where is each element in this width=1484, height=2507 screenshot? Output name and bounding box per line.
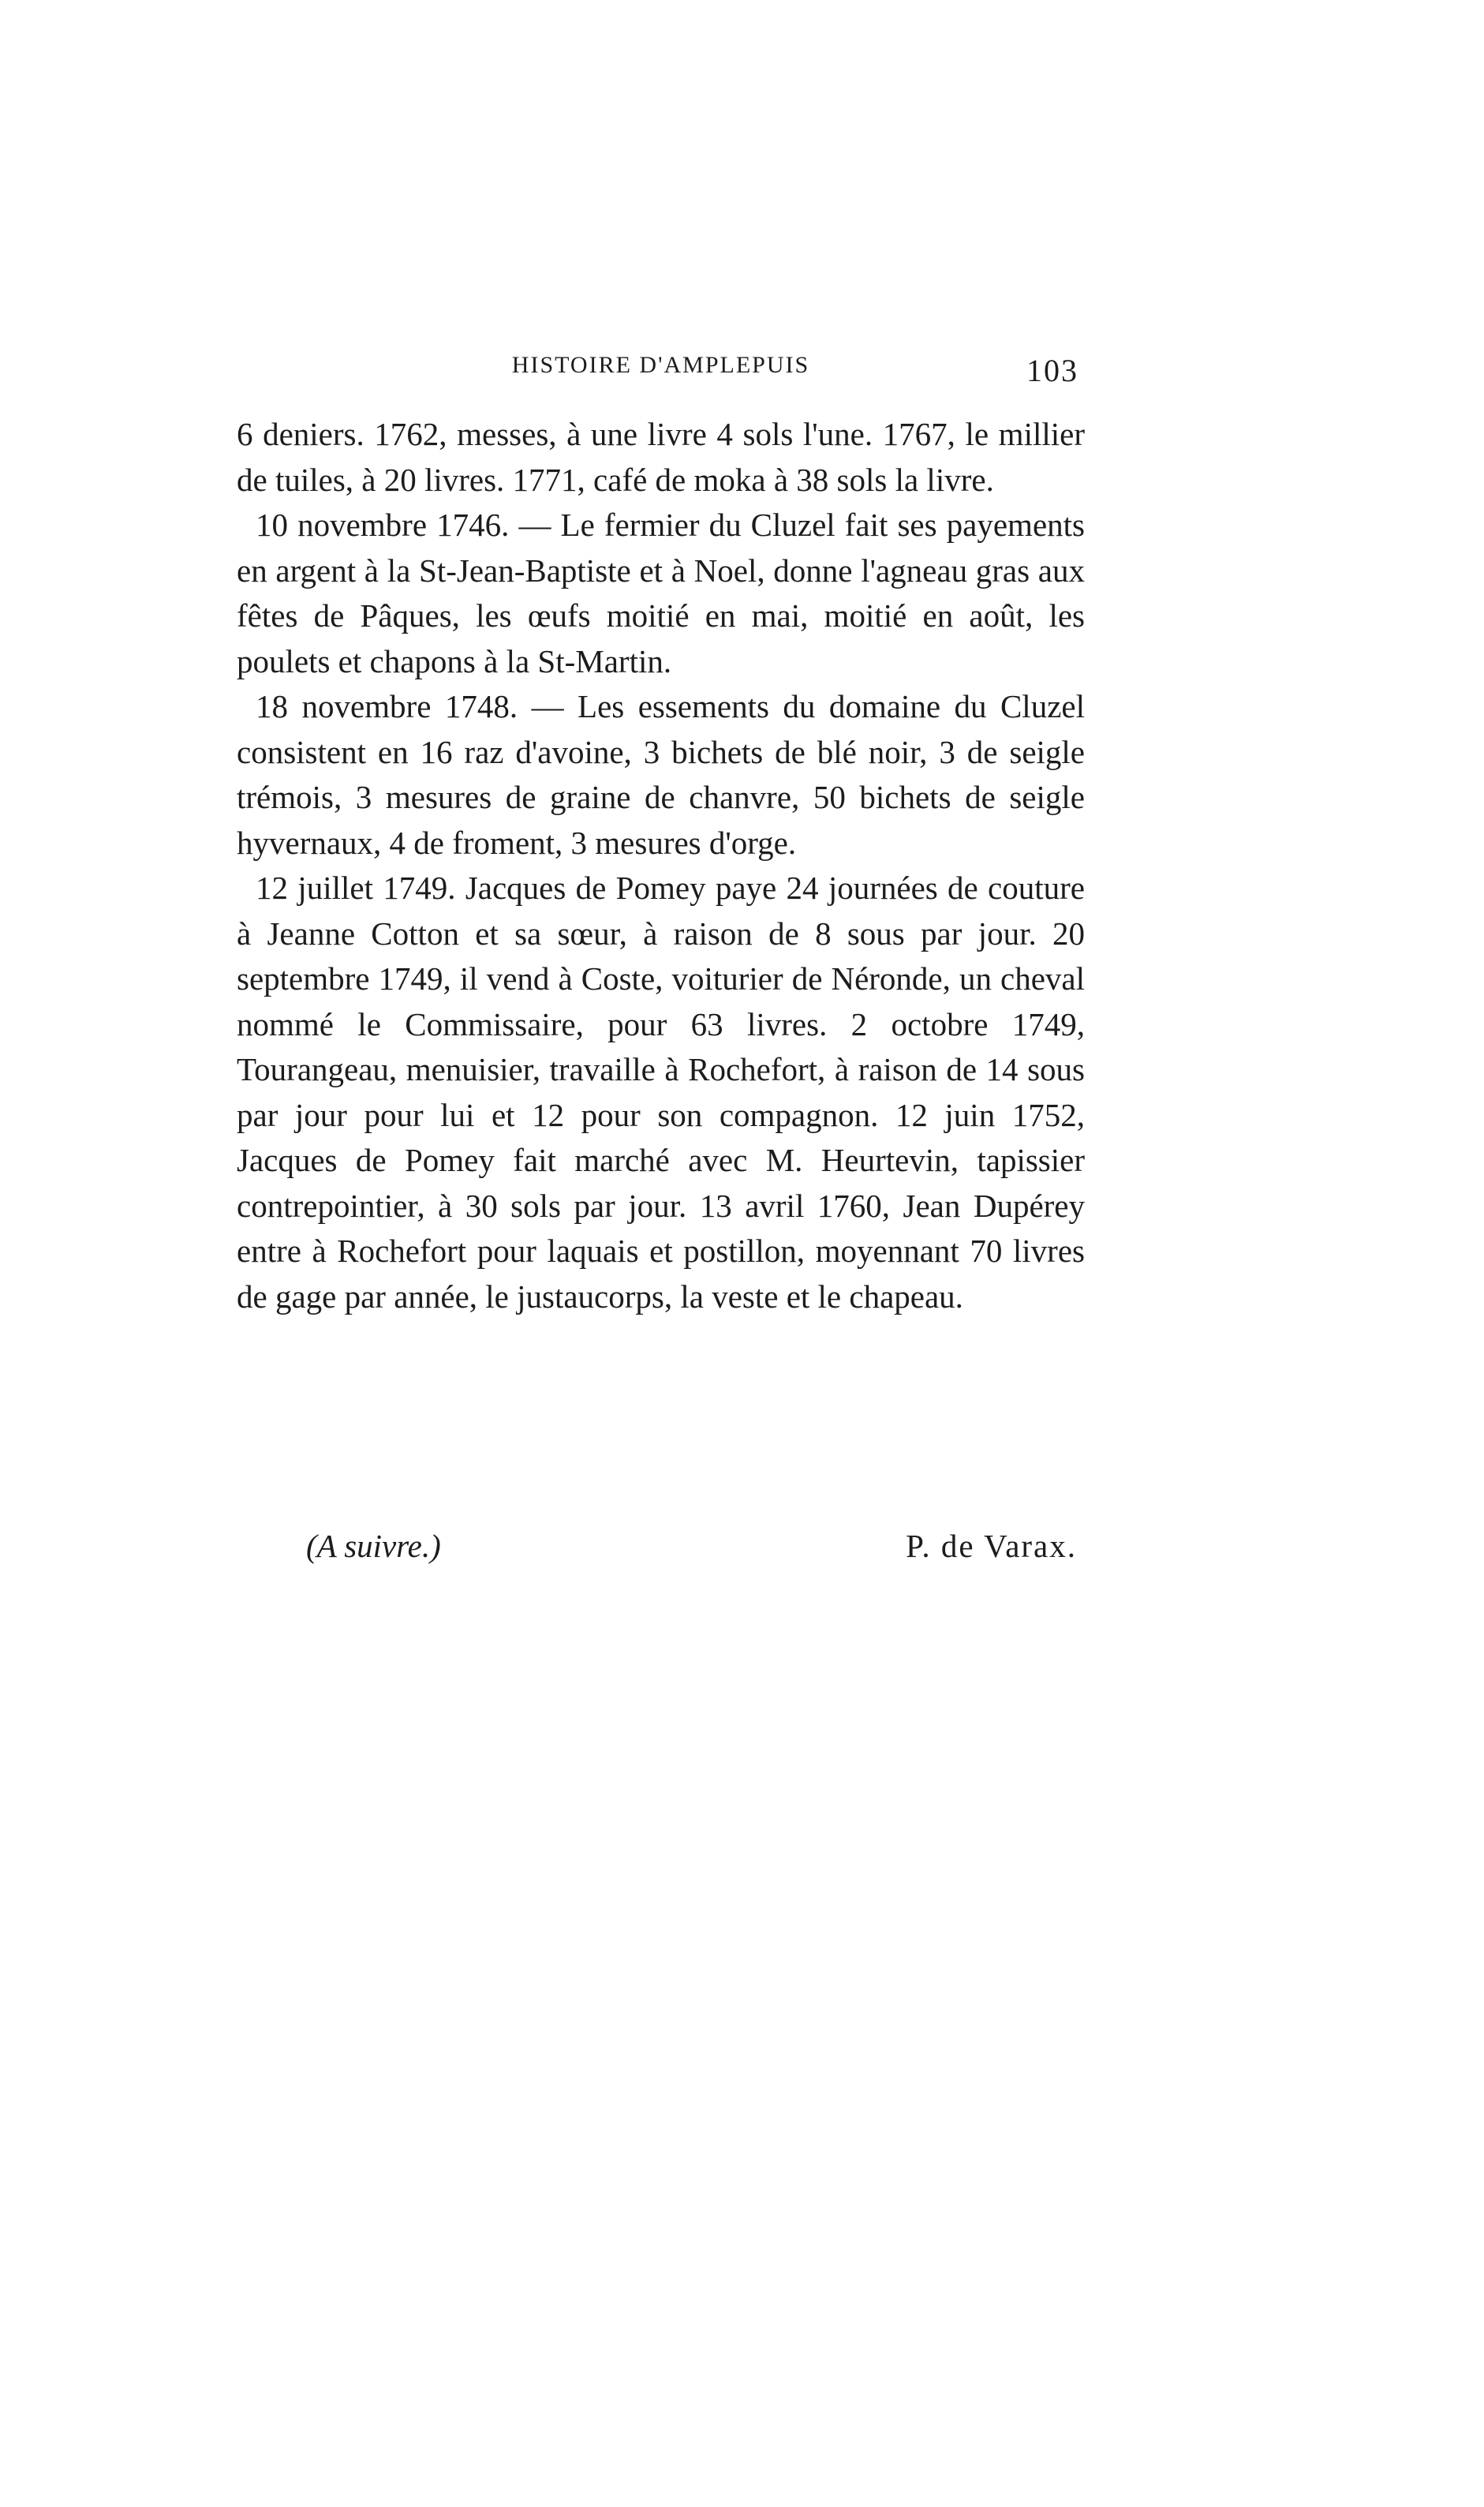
body-text	[237, 412, 1085, 1319]
paragraph-1746: 10 novembre 1746. — Le fermier du Cluzel fait ses payements en argent à la St-Jean-Baptiste et à Noel, donne l'agneau gras aux fêtes de Pâques, les œufs moitié en mai, moitié en août, les poulets et chapons à la St-Martin.	[237, 507, 1085, 679]
page-number: 103	[1026, 353, 1078, 388]
running-title: HISTOIRE D'AMPLEPUIS	[511, 352, 810, 378]
to-be-continued: (A suivre.)	[306, 1528, 441, 1564]
author-signature: P. de Varax.	[906, 1528, 1077, 1564]
paragraph-1749: 12 juillet 1749. Jacques de Pomey paye 24 journées de couture à Jeanne Cotton et sa sœur, à raison de 8 sous par jour. 20 septembre 1749, il vend à Coste, voiturier de Néronde, un cheval nommé le Commissaire, pour 63 livres. 2 octobre 1749, Tourangeau, menuisier, travaille à Rochefort, à raison de 14 sous par jour pour lui et 12 pour son compagnon. 12 juin 1752, Jacques de Pomey fait marché avec M. Heurtevin, tapissier contrepointier, à 30 sols par jour. 13 avril 1760, Jean Dupérey entre à Rochefort pour laquais et postillon, moyennant 70 livres de gage par année, le justaucorps, la veste et le chapeau.	[237, 870, 1085, 1315]
page-header	[237, 352, 1085, 399]
paragraph-prices: 6 deniers. 1762, messes, à une livre 4 sols l'une. 1767, le millier de tuiles, à 20 livres. 1771, café de moka à 38 sols la livre.	[237, 416, 1085, 498]
paragraph-1748: 18 novembre 1748. — Les essements du domaine du Cluzel consistent en 16 raz d'avoine, 3 bichets de blé noir, 3 de seigle trémois, 3 mesures de graine de chanvre, 50 bichets de seigle hyvernaux, 4 de froment, 3 mesures d'orge.	[237, 688, 1085, 861]
signature-line	[237, 1527, 1085, 1574]
